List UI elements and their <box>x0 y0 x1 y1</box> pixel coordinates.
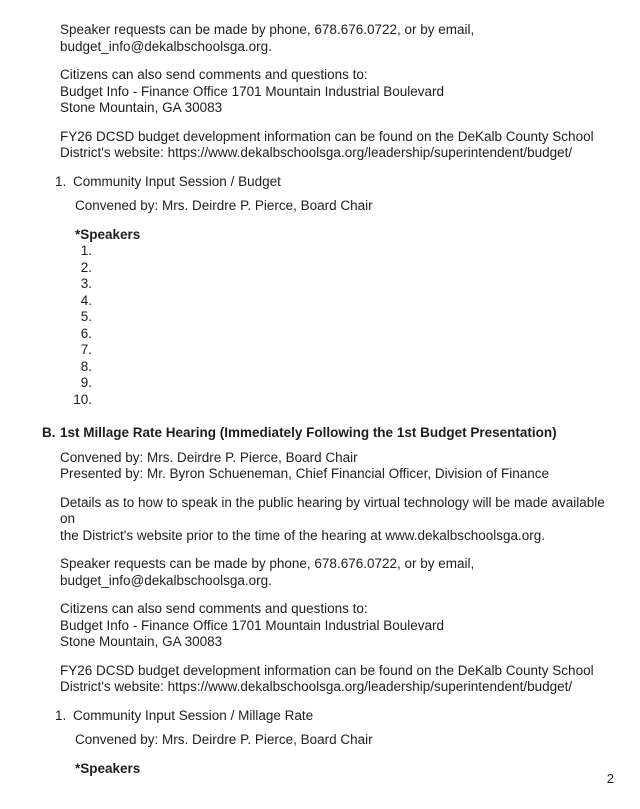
section-b-officials <box>60 450 612 483</box>
speaker-slot: 5. <box>80 309 92 324</box>
virtual-hearing-details-url: the District's website prior to the time of the hearing at www.dekalbschoolsga.org. <box>60 527 546 543</box>
budget-website-url: District's website: https://www.dekalbschoolsga.org/leadership/superintendent/budget/ <box>60 145 573 160</box>
speaker-requests-email: budget_info@dekalbschoolsga.org. <box>60 572 272 588</box>
agenda-item-number: 1. <box>55 707 67 723</box>
citizens-comments-city: Stone Mountain, GA 30083 <box>60 100 223 115</box>
speaker-requests-line: Speaker requests can be made by phone, 678.676.0722, or by email, <box>60 22 475 37</box>
speakers-heading: *Speakers <box>75 760 141 776</box>
speaker-slot: 4. <box>80 292 92 308</box>
speaker-requests-line: Speaker requests can be made by phone, 678.676.0722, or by email, <box>60 556 475 571</box>
budget-website-url: District's website: https://www.dekalbschoolsga.org/leadership/superintendent/budget/ <box>60 679 573 694</box>
speaker-slot: 7. <box>80 342 92 357</box>
section-b-heading <box>42 425 612 442</box>
budget-website-paragraph <box>60 663 612 696</box>
speaker-slot: 3. <box>80 276 92 291</box>
speakers-heading: *Speakers <box>75 226 141 242</box>
agenda-item-budget-session <box>55 174 612 191</box>
citizens-comments-address: Budget Info - Finance Office 1701 Mountain Industrial Boulevard <box>60 617 444 633</box>
budget-website-line: FY26 DCSD budget development information can be found on the DeKalb County School <box>60 662 594 678</box>
citizens-comments-paragraph <box>60 67 612 117</box>
citizens-comments-paragraph <box>60 601 612 651</box>
speaker-requests-email: budget_info@dekalbschoolsga.org. <box>60 38 272 54</box>
agenda-item-title: Community Input Session / Budget <box>73 173 281 189</box>
page-number: 2 <box>606 771 614 786</box>
virtual-hearing-details-line: Details as to how to speak in the public hearing by virtual technology will be made available on <box>60 494 605 526</box>
speaker-requests-paragraph <box>60 22 612 55</box>
presented-by-line: Presented by: Mr. Byron Schueneman, Chief Financial Officer, Division of Finance <box>60 466 549 481</box>
convened-by-line: Convened by: Mrs. Deirdre P. Pierce, Board Chair <box>75 198 373 213</box>
speaker-requests-paragraph <box>60 556 612 589</box>
speaker-slot: 9. <box>80 375 92 390</box>
speaker-slot: 10. <box>73 391 92 407</box>
speaker-slots-list <box>60 243 612 408</box>
citizens-comments-line: Citizens can also send comments and questions to: <box>60 67 368 82</box>
speaker-slot: 1. <box>80 243 92 258</box>
agenda-item-millage-session <box>55 708 612 725</box>
citizens-comments-address: Budget Info - Finance Office 1701 Mountain Industrial Boulevard <box>60 83 444 99</box>
agenda-item-number: 1. <box>55 173 67 189</box>
citizens-comments-line: Citizens can also send comments and questions to: <box>60 601 368 616</box>
section-b-label: B. <box>42 425 56 440</box>
budget-website-paragraph <box>60 129 612 162</box>
agenda-item-title: Community Input Session / Millage Rate <box>73 707 314 723</box>
citizens-comments-city: Stone Mountain, GA 30083 <box>60 634 223 649</box>
convened-by-line: Convened by: Mrs. Deirdre P. Pierce, Board Chair <box>60 449 358 465</box>
document-content <box>42 22 612 777</box>
speaker-slot: 8. <box>80 358 92 374</box>
virtual-hearing-details-paragraph <box>60 495 612 545</box>
convened-by-line: Convened by: Mrs. Deirdre P. Pierce, Board Chair <box>75 732 373 747</box>
section-b-title: 1st Millage Rate Hearing (Immediately Following the 1st Budget Presentation) <box>60 425 557 440</box>
speaker-slot: 6. <box>80 325 92 341</box>
budget-website-line: FY26 DCSD budget development information can be found on the DeKalb County School <box>60 128 594 144</box>
speaker-slot: 2. <box>80 259 92 275</box>
